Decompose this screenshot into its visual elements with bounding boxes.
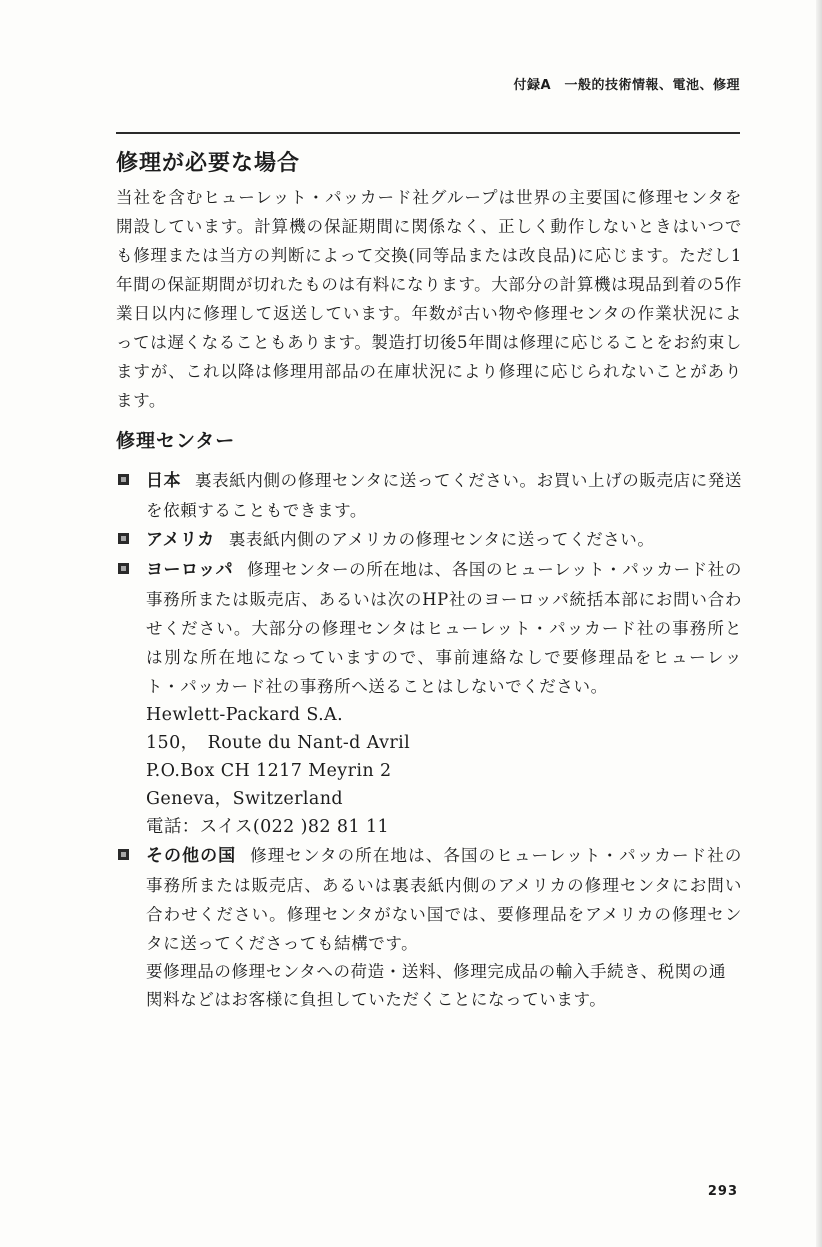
list-item-other-countries bbox=[116, 841, 742, 1014]
address-line: P.O.Box CH 1217 Meyrin 2 bbox=[146, 761, 392, 781]
item-title: 日本 bbox=[146, 471, 182, 491]
address-line: Geneva，Switzerland bbox=[146, 789, 344, 809]
square-bullet-icon bbox=[118, 563, 129, 574]
section-title: 修理センター bbox=[116, 430, 236, 452]
header-rule bbox=[116, 132, 740, 134]
item-title: ヨーロッパ bbox=[146, 560, 234, 580]
page-title: 修理が必要な場合 bbox=[116, 151, 301, 176]
address-line: Hewlett-Packard S.A. bbox=[146, 705, 344, 725]
page-edge-shadow bbox=[816, 0, 822, 1247]
intro-paragraph: 当社を含むヒューレット・パッカード社グループは世界の主要国に修理センタを開設しています。計算機の保証期間に関係なく、正しく動作しないときはいつでも修理または当方の判断によって交換(同等品または改良品)に応じます。ただし1年間の保証期間が切れたものは有料になります。大部分の計算機は現品到着の5作業日以内に修理して返送しています。年数が古い物や修理センタの作業状況によっては遅くなることもあります。製造打切後5年間は修理に応じることをお約束しますが、これ以降は修理用部品の在庫状況により修理に応じられないことがあります。 bbox=[116, 188, 742, 410]
square-bullet-icon bbox=[118, 849, 129, 860]
item-title: その他の国 bbox=[146, 846, 237, 866]
item-text: 修理センタの所在地は、各国のヒューレット・パッカード社の事務所または販売店、あるいは裏表紙内側のアメリカの修理センタにお問い合わせください。修理センタがない国では、要修理品をアメリカの修理センタに送ってくださっても結構です。 bbox=[146, 846, 742, 953]
item-text: 裏表紙内側のアメリカの修理センタに送ってください。 bbox=[228, 530, 655, 549]
item-title: アメリカ bbox=[146, 530, 215, 550]
shipping-note: 要修理品の修理センタへの荷造・送料、修理完成品の輸入手続き、税関の通関料などはお客様に負担していただくことになっています。 bbox=[146, 962, 727, 1009]
list-item-europe bbox=[116, 555, 742, 841]
square-bullet-icon bbox=[118, 533, 129, 544]
square-bullet-icon bbox=[118, 474, 129, 485]
europe-address bbox=[146, 701, 742, 841]
list-item-japan bbox=[116, 466, 742, 525]
list-item-america bbox=[116, 525, 742, 555]
item-text: 裏表紙内側の修理センタに送ってください。お買い上げの販売店に発送を依頼することもできます。 bbox=[146, 471, 742, 520]
item-text: 修理センターの所在地は、各国のヒューレット・パッカード社の事務所または販売店、あるいは次のHP社のヨーロッパ統括本部にお問い合わせください。大部分の修理センタはヒューレット・パッカード社の事務所とは別な所在地になっていますので、事前連絡なしで要修理品をヒューレット・パッカード社の事務所へ送ることはしないでください。 bbox=[146, 560, 742, 696]
address-line: 150， Route du Nant-d Avril bbox=[146, 733, 411, 753]
page-number: 293 bbox=[707, 1184, 738, 1199]
repair-center-list bbox=[116, 466, 742, 1014]
phone-number: 電話：スイス(022 )82 81 11 bbox=[146, 817, 390, 837]
running-header: 付録A 一般的技術情報、電池、修理 bbox=[513, 78, 740, 93]
